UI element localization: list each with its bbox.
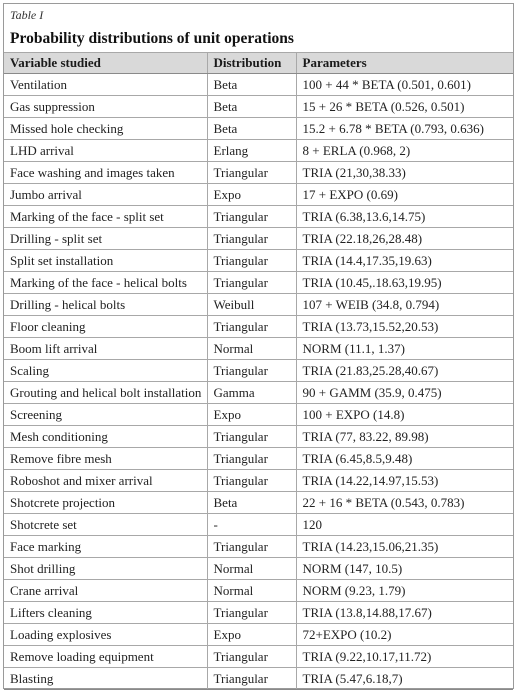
variable-cell: Missed hole checking (4, 118, 207, 140)
distribution-cell: Triangular (207, 668, 296, 690)
variable-cell: Lifters cleaning (4, 602, 207, 624)
parameters-cell: 100 + EXPO (14.8) (296, 404, 513, 426)
parameters-cell: TRIA (13.73,15.52,20.53) (296, 316, 513, 338)
distribution-cell: Beta (207, 492, 296, 514)
table-row (4, 184, 513, 206)
distribution-cell: Beta (207, 118, 296, 140)
variable-cell: Crane arrival (4, 580, 207, 602)
variable-cell: LHD arrival (4, 140, 207, 162)
table-row (4, 404, 513, 426)
table-caption: Table I (10, 8, 44, 22)
parameters-cell: TRIA (21.83,25.28,40.67) (296, 360, 513, 382)
distribution-cell: Triangular (207, 360, 296, 382)
table-row (4, 360, 513, 382)
parameters-cell: TRIA (14.4,17.35,19.63) (296, 250, 513, 272)
table-row (4, 316, 513, 338)
parameters-cell: 22 + 16 * BETA (0.543, 0.783) (296, 492, 513, 514)
parameters-cell: NORM (147, 10.5) (296, 558, 513, 580)
table-row (4, 580, 513, 602)
parameters-cell: 90 + GAMM (35.9, 0.475) (296, 382, 513, 404)
table-row (4, 624, 513, 646)
table-row (4, 338, 513, 360)
distribution-cell: Normal (207, 558, 296, 580)
variable-cell: Remove fibre mesh (4, 448, 207, 470)
distribution-cell: Beta (207, 96, 296, 118)
variable-cell: Shot drilling (4, 558, 207, 580)
variable-cell: Grouting and helical bolt installation (4, 382, 207, 404)
header-variable-studied: Variable studied (4, 53, 207, 74)
distribution-cell: Triangular (207, 228, 296, 250)
parameters-cell: 17 + EXPO (0.69) (296, 184, 513, 206)
table-row (4, 646, 513, 668)
parameters-cell: TRIA (22.18,26,28.48) (296, 228, 513, 250)
parameters-cell: TRIA (6.38,13.6,14.75) (296, 206, 513, 228)
parameters-cell: 8 + ERLA (0.968, 2) (296, 140, 513, 162)
table-row (4, 536, 513, 558)
parameters-cell: 15 + 26 * BETA (0.526, 0.501) (296, 96, 513, 118)
variable-cell: Marking of the face - split set (4, 206, 207, 228)
variable-cell: Boom lift arrival (4, 338, 207, 360)
table-row (4, 206, 513, 228)
variable-cell: Gas suppression (4, 96, 207, 118)
header-parameters: Parameters (296, 53, 513, 74)
distribution-cell: Triangular (207, 448, 296, 470)
distribution-cell: Expo (207, 184, 296, 206)
distribution-cell: Weibull (207, 294, 296, 316)
distribution-table (4, 52, 513, 690)
variable-cell: Shotcrete set (4, 514, 207, 536)
variable-cell: Remove loading equipment (4, 646, 207, 668)
parameters-cell: 100 + 44 * BETA (0.501, 0.601) (296, 74, 513, 96)
distribution-cell: Normal (207, 338, 296, 360)
table-row (4, 470, 513, 492)
variable-cell: Drilling - helical bolts (4, 294, 207, 316)
distribution-cell: Triangular (207, 162, 296, 184)
parameters-cell: NORM (11.1, 1.37) (296, 338, 513, 360)
table-row (4, 118, 513, 140)
variable-cell: Mesh conditioning (4, 426, 207, 448)
table-title: Probability distributions of unit operations (10, 30, 294, 47)
table-row (4, 426, 513, 448)
parameters-cell: 72+EXPO (10.2) (296, 624, 513, 646)
header-row (4, 53, 513, 74)
table-row (4, 74, 513, 96)
table-row (4, 448, 513, 470)
distribution-cell: Triangular (207, 206, 296, 228)
distribution-cell: Gamma (207, 382, 296, 404)
parameters-cell: TRIA (14.23,15.06,21.35) (296, 536, 513, 558)
distribution-cell: Triangular (207, 646, 296, 668)
variable-cell: Marking of the face - helical bolts (4, 272, 207, 294)
distribution-cell: Triangular (207, 250, 296, 272)
parameters-cell: TRIA (14.22,14.97,15.53) (296, 470, 513, 492)
table-row (4, 162, 513, 184)
parameters-cell: 15.2 + 6.78 * BETA (0.793, 0.636) (296, 118, 513, 140)
parameters-cell: TRIA (5.47,6.18,7) (296, 668, 513, 690)
table-row (4, 492, 513, 514)
parameters-cell: TRIA (9.22,10.17,11.72) (296, 646, 513, 668)
table-row (4, 294, 513, 316)
distribution-cell: Triangular (207, 272, 296, 294)
table-row (4, 250, 513, 272)
parameters-cell: 120 (296, 514, 513, 536)
table-row (4, 382, 513, 404)
variable-cell: Split set installation (4, 250, 207, 272)
table-row (4, 228, 513, 250)
parameters-cell: TRIA (10.45,.18.63,19.95) (296, 272, 513, 294)
variable-cell: Shotcrete projection (4, 492, 207, 514)
parameters-cell: TRIA (13.8,14.88,17.67) (296, 602, 513, 624)
table-row (4, 514, 513, 536)
distribution-cell: Normal (207, 580, 296, 602)
parameters-cell: TRIA (6.45,8.5,9.48) (296, 448, 513, 470)
variable-cell: Blasting (4, 668, 207, 690)
distribution-cell: - (207, 514, 296, 536)
variable-cell: Face washing and images taken (4, 162, 207, 184)
distribution-cell: Triangular (207, 426, 296, 448)
distribution-cell: Triangular (207, 316, 296, 338)
distribution-cell: Expo (207, 624, 296, 646)
variable-cell: Face marking (4, 536, 207, 558)
variable-cell: Drilling - split set (4, 228, 207, 250)
header-distribution: Distribution (207, 53, 296, 74)
parameters-cell: 107 + WEIB (34.8, 0.794) (296, 294, 513, 316)
table-row (4, 668, 513, 690)
variable-cell: Jumbo arrival (4, 184, 207, 206)
parameters-cell: TRIA (77, 83.22, 89.98) (296, 426, 513, 448)
variable-cell: Scaling (4, 360, 207, 382)
variable-cell: Floor cleaning (4, 316, 207, 338)
variable-cell: Screening (4, 404, 207, 426)
table-row (4, 558, 513, 580)
table-row (4, 602, 513, 624)
table-row (4, 140, 513, 162)
parameters-cell: TRIA (21,30,38.33) (296, 162, 513, 184)
distribution-cell: Erlang (207, 140, 296, 162)
distribution-cell: Triangular (207, 602, 296, 624)
variable-cell: Loading explosives (4, 624, 207, 646)
distribution-cell: Triangular (207, 536, 296, 558)
distribution-cell: Beta (207, 74, 296, 96)
table-row (4, 272, 513, 294)
distribution-cell: Expo (207, 404, 296, 426)
variable-cell: Ventilation (4, 74, 207, 96)
variable-cell: Roboshot and mixer arrival (4, 470, 207, 492)
distribution-cell: Triangular (207, 470, 296, 492)
table-row (4, 96, 513, 118)
parameters-cell: NORM (9.23, 1.79) (296, 580, 513, 602)
